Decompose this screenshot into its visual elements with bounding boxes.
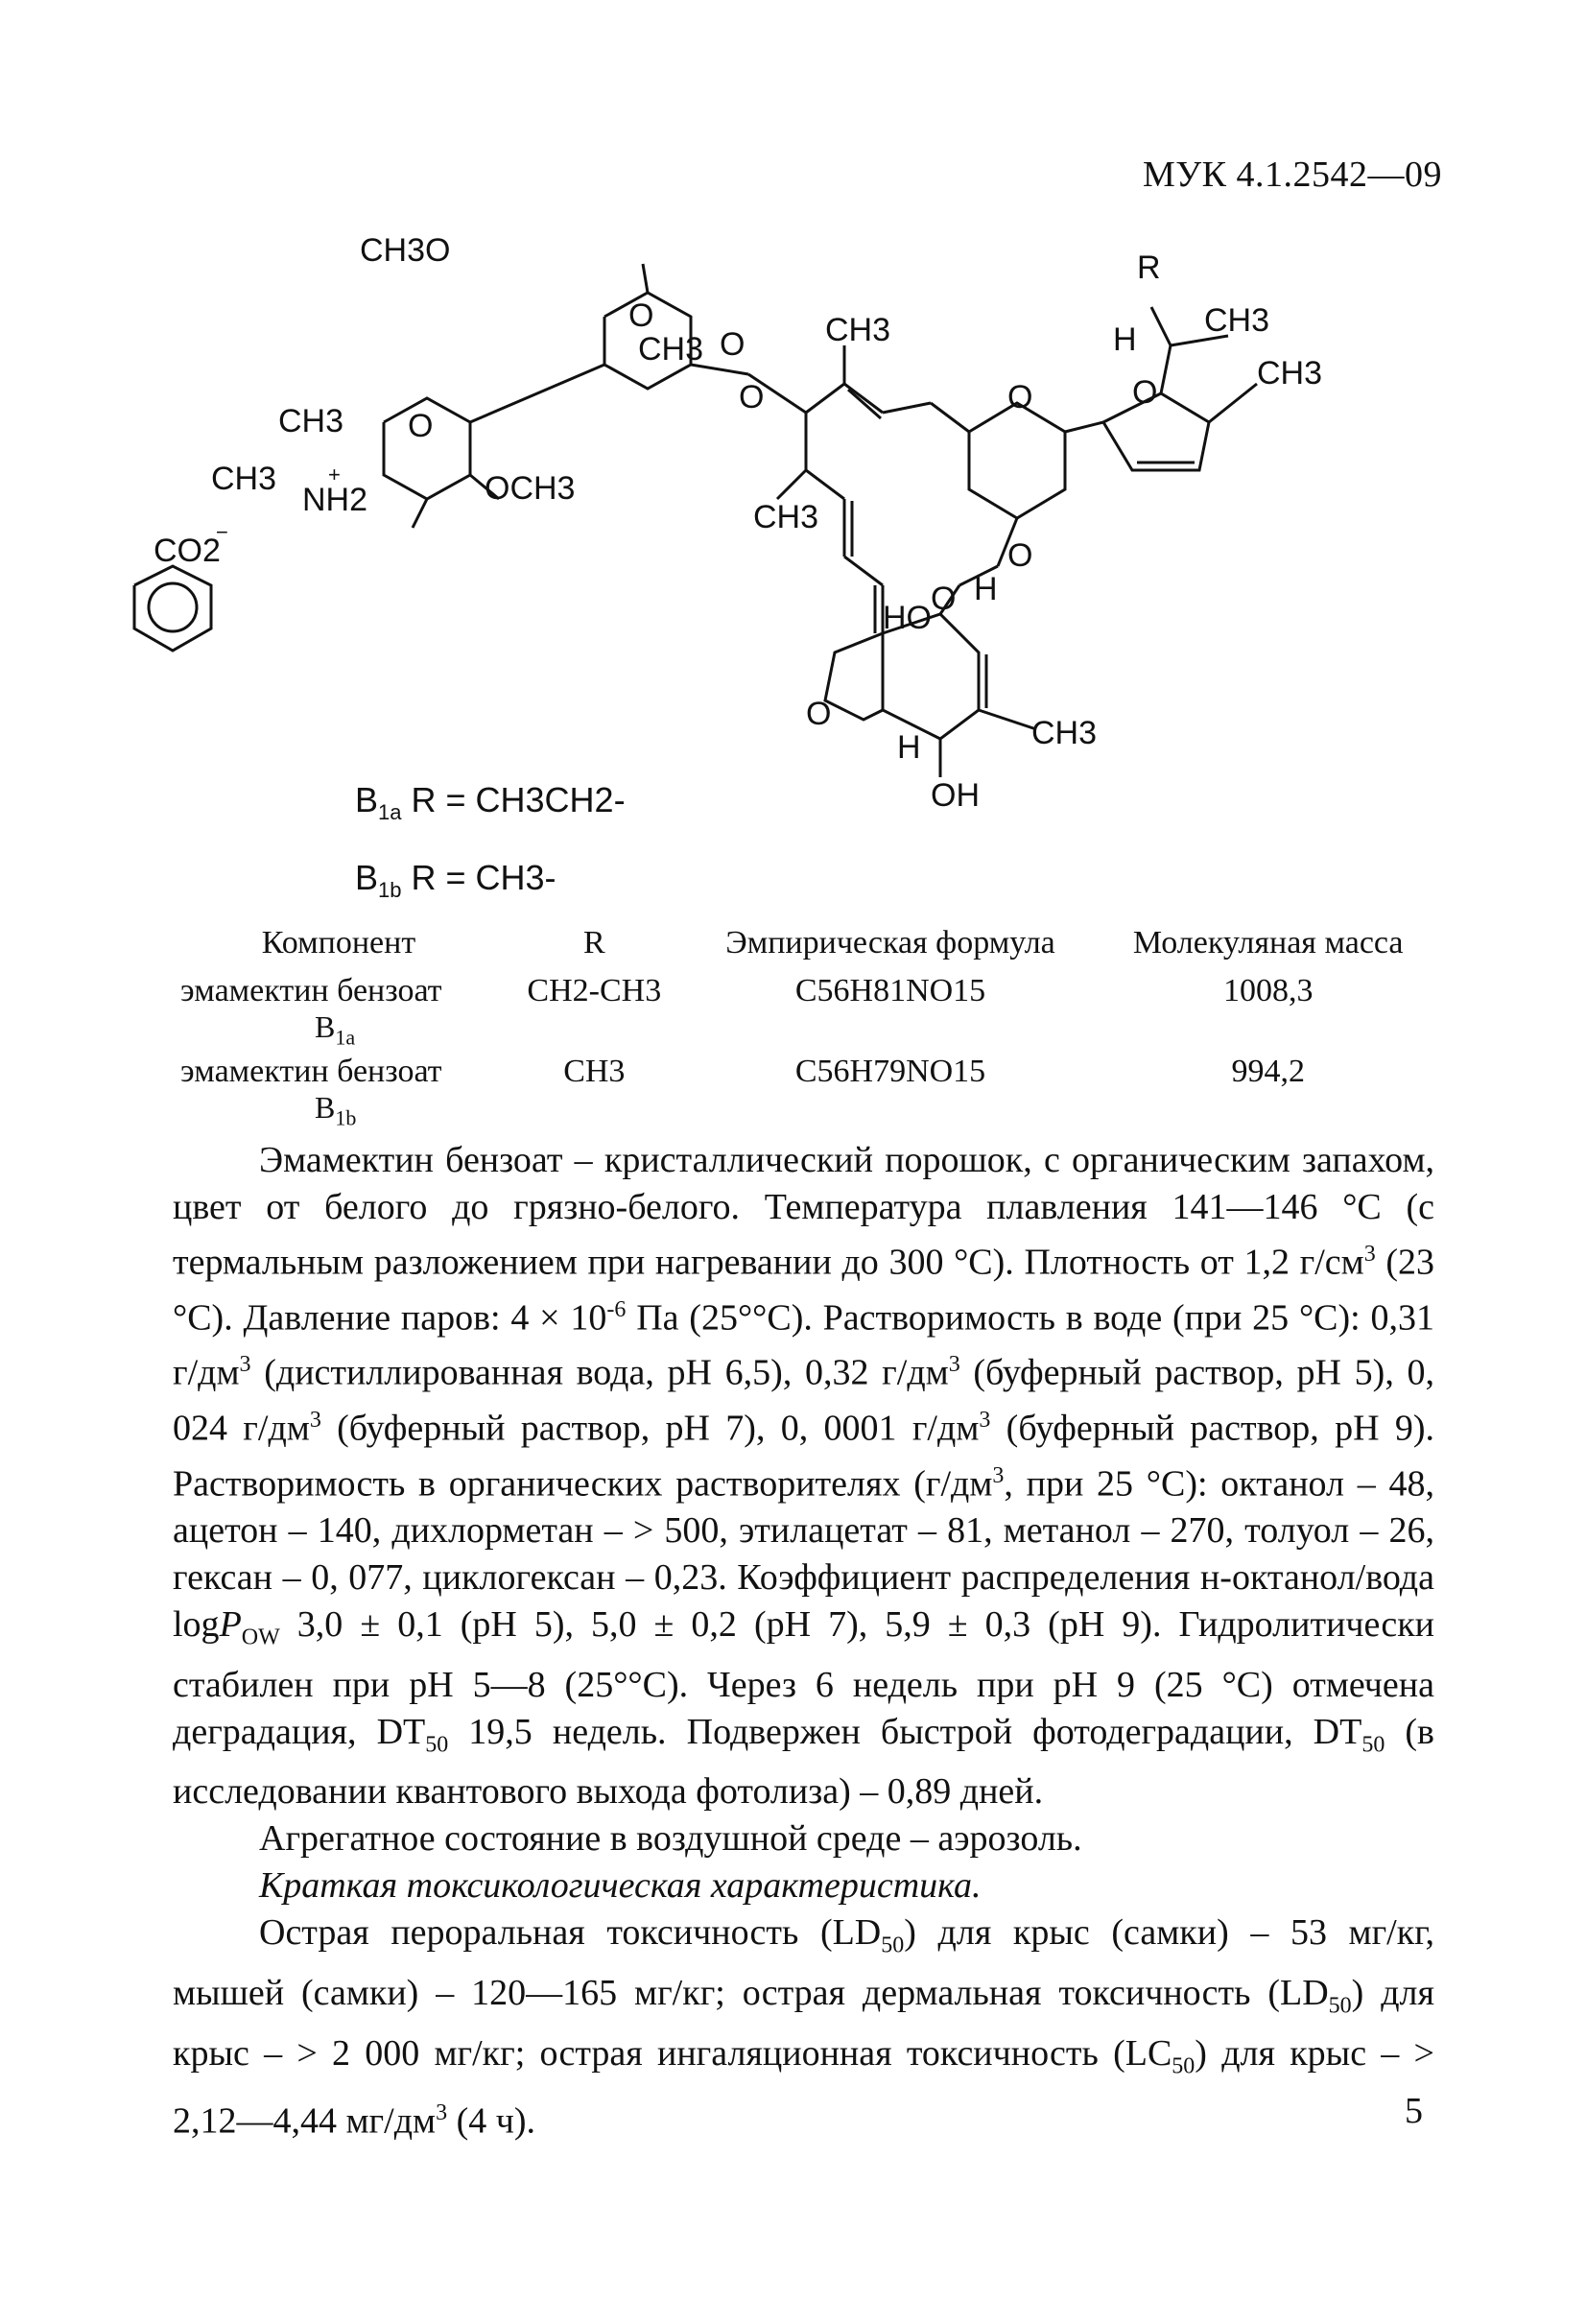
label-ch3: CH3 bbox=[1257, 355, 1323, 391]
label-h: H bbox=[1113, 321, 1137, 358]
label-h: H bbox=[897, 729, 921, 766]
document-code: МУК 4.1.2542—09 bbox=[1142, 154, 1442, 195]
label-h: H bbox=[974, 571, 998, 607]
label-ch3: CH3 bbox=[638, 331, 704, 368]
label-ch3: CH3 bbox=[825, 312, 891, 348]
empirical-formula: C56H81NO15 bbox=[794, 973, 986, 1008]
label-r: R bbox=[1137, 249, 1161, 286]
column-header: R bbox=[582, 925, 605, 960]
molecular-mass: 994,2 bbox=[1231, 1054, 1305, 1090]
label-ch3: CH3 bbox=[1204, 302, 1270, 339]
label-ch3: CH3 bbox=[753, 499, 819, 535]
label-o: O bbox=[739, 379, 765, 415]
label-ch3: CH3 bbox=[278, 403, 344, 439]
label-o: O bbox=[408, 408, 434, 444]
label-ch3o: CH3O bbox=[360, 232, 451, 269]
column-header: Молекуляная масса bbox=[1132, 925, 1404, 960]
label-och3: OCH3 bbox=[485, 470, 576, 507]
empirical-formula: C56H79NO15 bbox=[794, 1054, 986, 1090]
component-name: эмамектин бензоат $B_{1b}$ bbox=[180, 1054, 442, 1130]
label-o: O bbox=[720, 326, 746, 363]
label-plus: + bbox=[328, 462, 341, 486]
label-ch3: CH3 bbox=[211, 461, 277, 497]
document-body bbox=[173, 1137, 1434, 2146]
label-o: O bbox=[628, 297, 654, 334]
section-heading-toxicology: Краткая токсикологическая характеристика. bbox=[259, 1865, 982, 1907]
table-row bbox=[173, 1052, 1439, 1132]
variant-b1b: $B_{1b}$ R = CH3- bbox=[355, 858, 556, 903]
column-header: Компонент bbox=[261, 925, 416, 960]
variant-b1a: $B_{1a}$ R = CH3CH2- bbox=[355, 780, 626, 825]
molecular-mass: 1008,3 bbox=[1222, 973, 1314, 1008]
label-oh: OH bbox=[931, 777, 980, 814]
label-o: O bbox=[1007, 537, 1033, 574]
structure-variants bbox=[355, 768, 626, 923]
table-header-row bbox=[173, 921, 1439, 971]
paragraph-properties: Эмамектин бензоат – кристаллический порошок, с органическим запахом, цвет от белого до грязно-белого. Температура плавления 141—146 °С (с термальным разложением при нагревании до 300 °С). Плотность от 1,2 $г/см^3$ (23 °С). Давление паров: $4 \times 10^{-6}$ Па (25°°С). Растворимость в воде (при 25 °С): 0,31 $г/дм^3$ (дистиллированная вода, pH 6,5), 0,32 $г/дм^3$ (буферный раствор, pH 5), 0, 024 $г/дм^3$ (буферный раствор, pH 7), 0, 0001 $г/дм^3$ (буферный раствор, pH 9). Растворимость в органических растворителях ($г/дм^3$, при 25 °С): октанол – 48, ацетон – 140, дихлорметан – > 500, этилацетат – 81, метанол – 270, толуол – 26, гексан – 0, 077, циклогексан – 0,23. Коэффициент распределения н-октанол/вода logP$_{OW}$ 3,0 ± 0,1 (pH 5), 5,0 ± 0,2 (pH 7), 5,9 ± 0,3 (pH 9). Гидролитически стабилен при pH 5—8 (25°°С). Через 6 недель при pH 9 (25 °С) отмечена деградация, $DT_{50}$ 19,5 недель. Подвержен быстрой фотодеградации, $DT_{50}$ (в исследовании квантового выхода фотолиза) – 0,89 дней. bbox=[173, 1140, 1435, 1813]
label-o: O bbox=[806, 696, 832, 732]
label-o: O bbox=[1007, 379, 1033, 415]
label-o: O bbox=[1132, 374, 1158, 411]
label-ch3: CH3 bbox=[1031, 715, 1098, 751]
component-table bbox=[173, 921, 1439, 1133]
label-nh2: NH2 bbox=[302, 482, 368, 518]
label-co2: CO2 bbox=[154, 533, 221, 569]
page-number: 5 bbox=[1405, 2091, 1423, 2131]
label-minus: − bbox=[216, 520, 228, 544]
paragraph-toxicity: Острая пероральная токсичность $(LD_{50})$ для крыс (самки) – 53 мг/кг, мышей (самки) – 120—165 мг/кг; острая дермальная токсичность $(LD_{50})$ для крыс – > 2 000 мг/кг; острая ингаляционная токсичность $(LC_{50})$ для крыс – > 2,12—4,44 $мг/дм^3$ (4 ч). bbox=[173, 1912, 1435, 2142]
table-row bbox=[173, 971, 1439, 1052]
label-o: O bbox=[931, 581, 957, 617]
label-ho: HO bbox=[883, 600, 932, 636]
paragraph-aggregate-state: Агрегатное состояние в воздушной среде – аэрозоль. bbox=[259, 1818, 1082, 1860]
column-header: Эмпирическая формула bbox=[725, 925, 1055, 960]
r-group: CH2-CH3 bbox=[527, 973, 662, 1008]
r-group: CH3 bbox=[563, 1054, 626, 1090]
component-name: эмамектин бензоат $B_{1a}$ bbox=[180, 973, 442, 1050]
